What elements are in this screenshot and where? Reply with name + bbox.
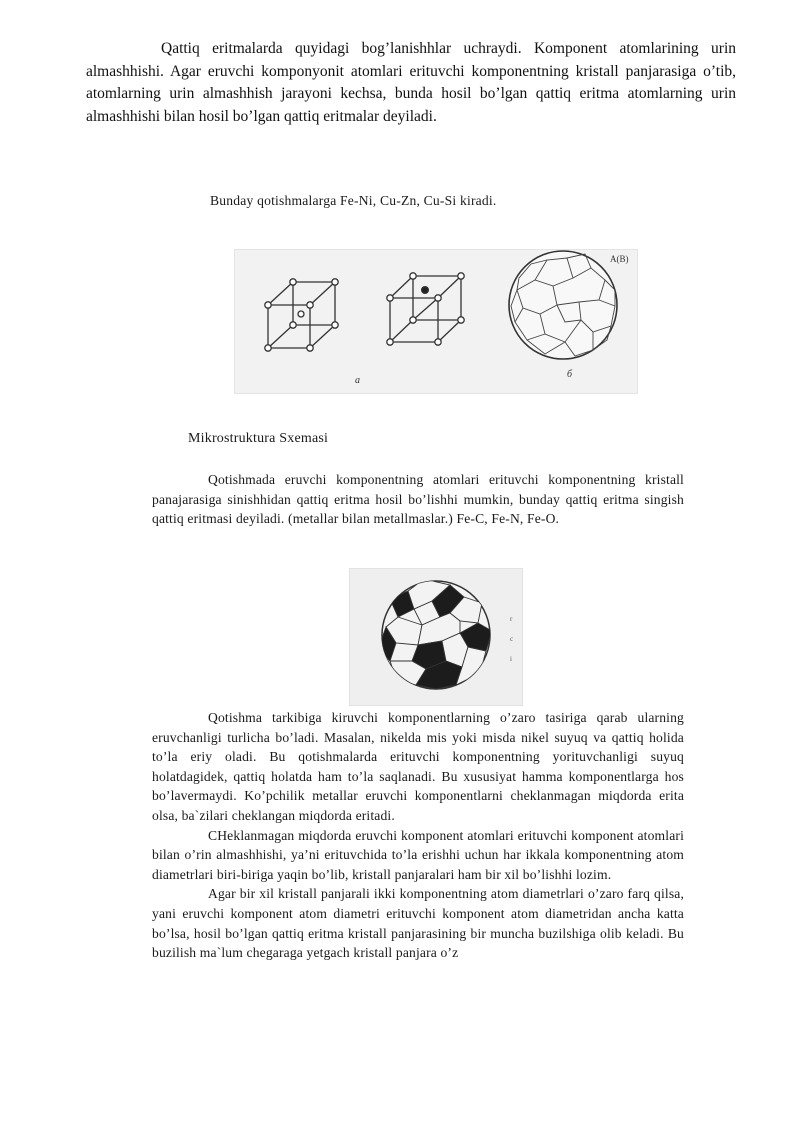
two-phase-diagram [350, 569, 522, 705]
figure-label-b: б [567, 369, 573, 380]
lattice-figure [234, 249, 638, 394]
cube-interstitial [387, 273, 464, 345]
intro-paragraph [86, 38, 736, 128]
distortion-paragraph: Agar bir xil kristall panjarali ikki komponentning atom diametrlari o’zaro farq qilsa, yani eruvchi komponent atom diametri erituvchi komponent atom diametridan ancha katta bo’lsa, hosil bo’lgan qattiq eritma kristall panjarasining bir muncha buzilshiga olib keladi. Bu buzilish ma`lum chegaraga yetgach kristall panjara o’z [152, 886, 684, 961]
solubility-section [152, 708, 684, 963]
solubility-paragraph: Qotishma tarkibiga kiruvchi komponentlarning o’zaro tasiriga qarab ularning eruvchanligi turlicha bo’ladi. Masalan, nikelda mis yoki misda nikel suyuq va qattiq holida to’la eriy oladi. Bu qotishmalarda erituvchi komponentning yorituvchanligi suyuq holatdagidek, qattiq holatda ham to’la saqlanadi. Bu xususiyat hamma komponentlarga hos bo’lavermaydi. Ko’pchilik metallar eruvchi komponentlarni cheklanmagan miqdorda erita olsa, ba`zilari cheklangan miqdorda eritadi. [152, 710, 684, 823]
margin-mark-2: c [510, 635, 514, 643]
interstitial-paragraph: Qotishmada eruvchi komponentning atomlari erituvchi komponentning kristall panajarasiga sinishhidan qattiq eritma hosil bo’lishhi mumkin, bunday qattiq eritma singish qattiq eritmasi deyiladi. (metallar bilan metallmaslar.) Fe-C, Fe-N, Fe-O. [152, 472, 684, 527]
margin-mark-1: r [510, 615, 513, 623]
lattice-diagram [235, 250, 637, 393]
examples-line: Bunday qotishmalarga Fe-Ni, Cu-Zn, Cu-Si kiradi. [210, 193, 497, 208]
interstitial-section [152, 470, 684, 529]
cube-substitutional [265, 279, 338, 351]
intro-text: Qattiq eritmalarda quyidagi bog’lanishhlar uchraydi. Komponent atomlarining urin almashhishi. Agar eruvchi komponyonit atomlari erituvchi komponentning kristall panjarasiga o’tib, atomlarning urin almashhish jarayoni kechsa, bunda hosil bo’lgan qattiq eritma atomlarning urin almashhishi bilan hosil bo’lgan qattiq eritmalar deyiladi. [86, 40, 736, 125]
figure-label-a: a [355, 375, 360, 386]
unlimited-paragraph: CHeklanmagan miqdorda eruvchi komponent atomlari erituvchi komponent atomlari bilan o’rin almashhishi, ya’ni erituvchida to’la erishhi uchun har ikkala komponentning atom diametrlari biri-biriga yaqin bo’lib, kristall panjaralari ham bir xil bo’lishhi lozim. [152, 827, 684, 882]
polycrystal-micrograph [509, 251, 629, 359]
figure-caption: Mikrostruktura Sxemasi [188, 431, 329, 446]
corner-label: A(B) [610, 254, 629, 264]
margin-mark-3: i [510, 655, 512, 663]
two-phase-micrograph [349, 568, 523, 706]
